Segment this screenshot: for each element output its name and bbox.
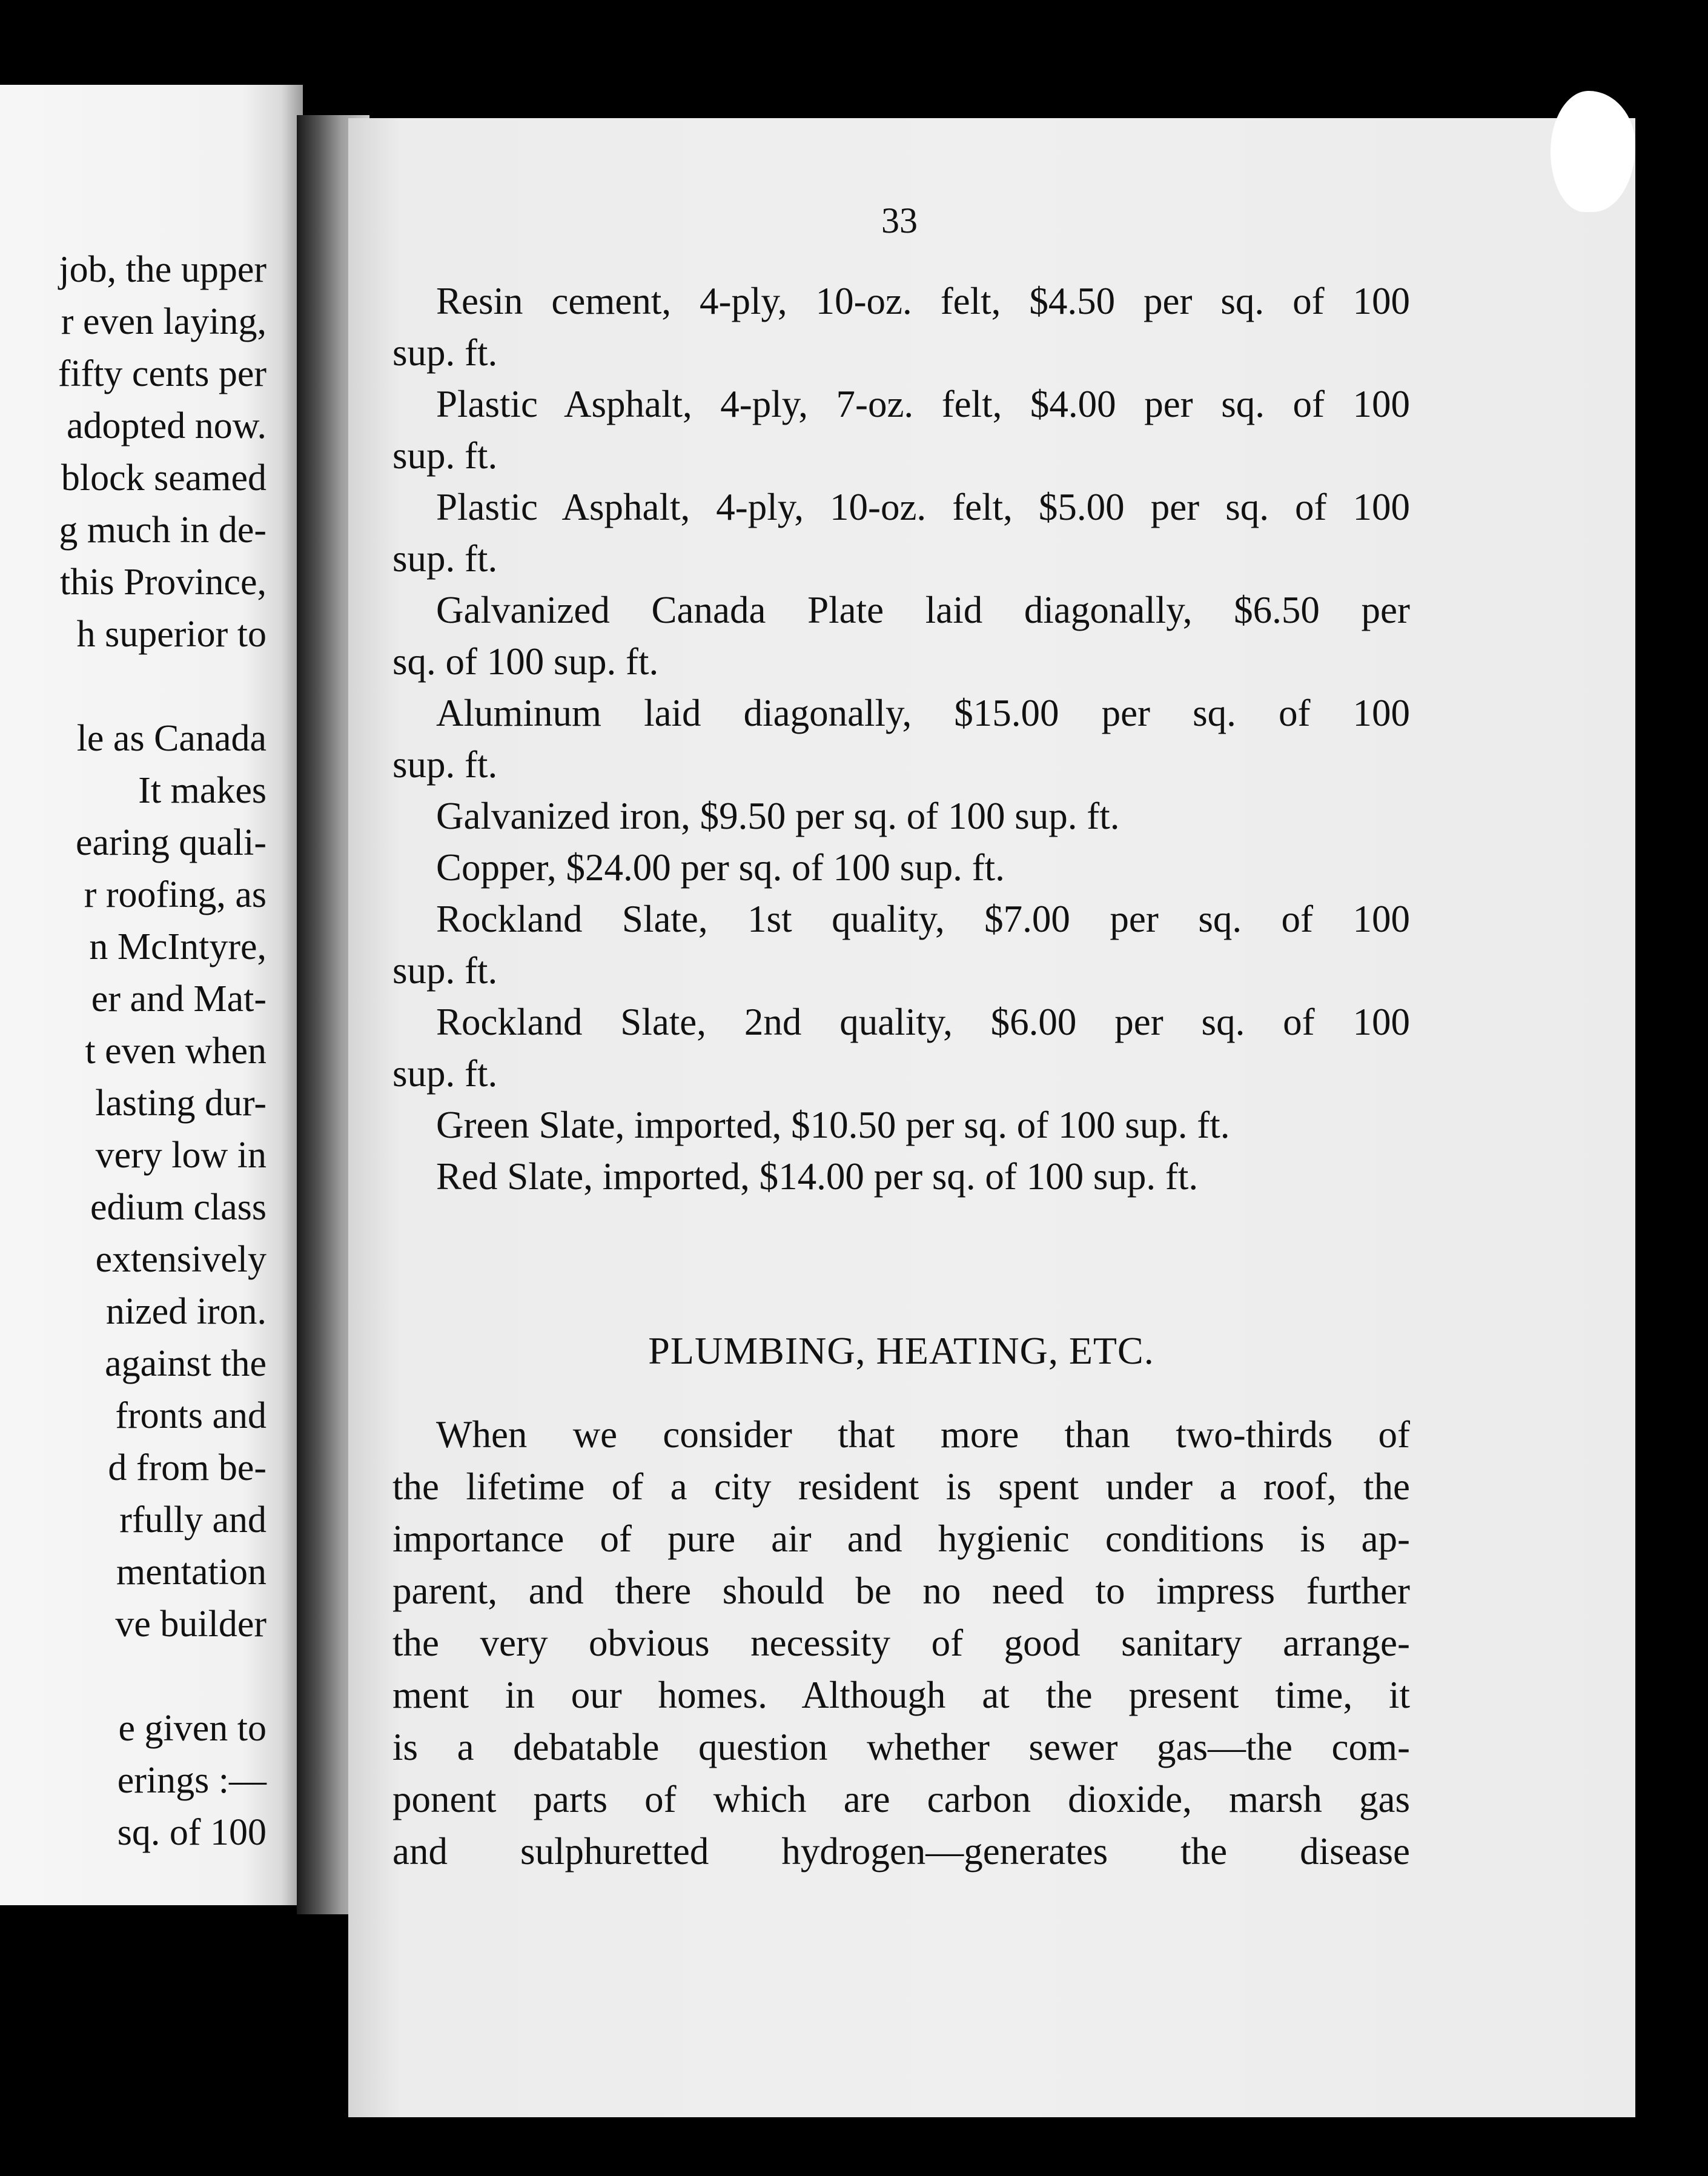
left-page-line: edium class (90, 1187, 266, 1228)
price-entry-continuation: sup. ft. (392, 949, 498, 992)
price-entry-continuation: sup. ft. (392, 537, 498, 580)
left-page-line: n McIntyre, (89, 926, 266, 967)
left-page-line: adopted now. (66, 405, 266, 446)
left-page-line: block seamed (61, 457, 266, 499)
left-page-line: mentation (116, 1551, 266, 1593)
price-entry: Rockland Slate, 1st quality, $7.00 per sq. of 100 (436, 898, 1410, 940)
left-page-line: job, the upper (59, 249, 266, 290)
left-page-line: lasting dur- (95, 1083, 266, 1124)
paragraph-line: When we consider that more than two-thirds of (436, 1413, 1410, 1456)
paragraph-line: the lifetime of a city resident is spent under a roof, the (392, 1465, 1410, 1508)
paragraph-line: ponent parts of which are carbon dioxide, marsh gas (392, 1778, 1410, 1820)
left-page-line: r even laying, (61, 301, 266, 342)
left-page-line: er and Mat- (91, 978, 266, 1020)
paragraph-line: is a debatable question whether sewer gas—the com- (392, 1726, 1410, 1768)
left-page-line: It makes (138, 770, 266, 811)
paragraph-line: ment in our homes. Although at the present time, it (392, 1674, 1410, 1716)
left-page-line: rfully and (119, 1499, 266, 1541)
section-heading: PLUMBING, HEATING, ETC. (648, 1329, 1154, 1372)
left-page-line: this Province, (60, 562, 266, 603)
page-number: 33 (881, 201, 918, 240)
price-entry-continuation: sup. ft. (392, 743, 498, 786)
left-page-line: very low in (95, 1135, 266, 1176)
left-page-line: ve builder (115, 1604, 266, 1645)
price-entry: Galvanized iron, $9.50 per sq. of 100 sup. ft. (436, 795, 1120, 837)
left-page-line: extensively (95, 1239, 266, 1280)
price-entry: Copper, $24.00 per sq. of 100 sup. ft. (436, 846, 1005, 889)
paragraph-line: the very obvious necessity of good sanitary arrange- (392, 1622, 1410, 1664)
left-facing-page (0, 85, 303, 1905)
price-entry-continuation: sup. ft. (392, 331, 498, 374)
price-entry: Red Slate, imported, $14.00 per sq. of 100 sup. ft. (436, 1155, 1199, 1198)
price-entry-continuation: sup. ft. (392, 434, 498, 477)
left-page-line: erings :— (117, 1760, 266, 1801)
body-paragraph (392, 1408, 1410, 1877)
price-entry-continuation: sq. of 100 sup. ft. (392, 640, 659, 683)
left-page-line: r roofing, as (84, 874, 266, 915)
paragraph-line: and sulphuretted hydrogen—generates the disease (392, 1830, 1410, 1872)
paragraph-line: importance of pure air and hygienic conditions is ap- (392, 1518, 1410, 1560)
left-page-line (0, 1650, 291, 1702)
left-page-text (0, 244, 291, 1859)
left-page-line: h superior to (76, 614, 266, 655)
price-entry-continuation: sup. ft. (392, 1052, 498, 1095)
left-page-line: sq. of 100 (117, 1812, 266, 1853)
price-entry: Resin cement, 4-ply, 10-oz. felt, $4.50 per sq. of 100 (436, 280, 1410, 322)
left-page-line: d from be- (108, 1447, 266, 1488)
price-entry: Galvanized Canada Plate laid diagonally, $6.50 per (436, 589, 1410, 631)
price-entry: Plastic Asphalt, 4-ply, 10-oz. felt, $5.00 per sq. of 100 (436, 486, 1410, 528)
price-entry: Green Slate, imported, $10.50 per sq. of 100 sup. ft. (436, 1104, 1230, 1146)
price-entry: Plastic Asphalt, 4-ply, 7-oz. felt, $4.00 per sq. of 100 (436, 383, 1410, 425)
left-page-line: g much in de- (59, 509, 266, 551)
left-page-line: earing quali- (75, 822, 266, 863)
price-entry: Rockland Slate, 2nd quality, $6.00 per sq. of 100 (436, 1001, 1410, 1043)
left-page-line: against the (105, 1343, 266, 1384)
left-page-line: e given to (118, 1708, 266, 1749)
roofing-price-list (392, 276, 1410, 1202)
price-entry: Aluminum laid diagonally, $15.00 per sq. of 100 (436, 692, 1410, 734)
left-page-line: fifty cents per (58, 353, 266, 394)
paragraph-line: parent, and there should be no need to impress further (392, 1570, 1410, 1612)
left-page-line: le as Canada (76, 718, 266, 759)
left-page-line: t even when (85, 1030, 266, 1072)
left-page-line (0, 660, 291, 712)
left-page-line: nized iron. (105, 1291, 266, 1332)
left-page-line: fronts and (115, 1395, 266, 1436)
